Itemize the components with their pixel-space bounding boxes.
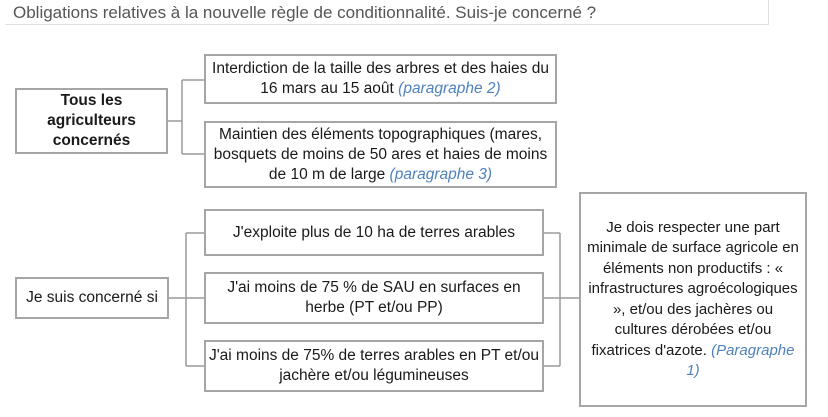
condition-grassland-box: [204, 272, 544, 324]
page-title: Obligations relatives à la nouvelle règle de conditionnalité. Suis-je concerné ?: [13, 3, 597, 22]
condition-arable-land-text: J'exploite plus de 10 ha de terres arables: [232, 223, 516, 241]
condition-arable-land-box: [204, 209, 544, 256]
condition-temporary-grassland-box: [204, 340, 544, 392]
condition-grassland-text: J'ai moins de 75 % de SAU en surfaces en herbe (PT et/ou PP): [227, 279, 521, 316]
pruning-ban-box: [204, 54, 557, 104]
topographic-elements-ref: (paragraphe 3): [389, 165, 493, 183]
all-farmers-box: [15, 88, 168, 154]
topographic-elements-text: Maintien des éléments topographiques (mares, bosquets de moins de 50 ares et haies de moins de 10 m de large: [213, 125, 548, 183]
obligation-text: Je dois respecter une part minimale de surface agricole en éléments non productifs : « infrastructures agroécologiques », et/ou des jachères ou cultures dérobées et/ou fixatrices d'azote.: [587, 218, 799, 359]
obligation-box: [579, 192, 807, 407]
concerned-if-box: [15, 277, 169, 319]
concerned-if-label: Je suis concerné si: [26, 289, 158, 306]
topographic-elements-box: [204, 121, 557, 188]
condition-temporary-grassland-text: J'ai moins de 75% de terres arables en PT et/ou jachère et/ou légumineuses: [208, 347, 540, 384]
pruning-ban-text: Interdiction de la taille des arbres et des haies du 16 mars au 15 août: [212, 60, 549, 97]
pruning-ban-ref: (paragraphe 2): [398, 80, 501, 97]
obligation-ref: (Paragraphe 1): [686, 341, 795, 379]
all-farmers-label: Tous les agriculteurs concernés: [47, 92, 136, 149]
